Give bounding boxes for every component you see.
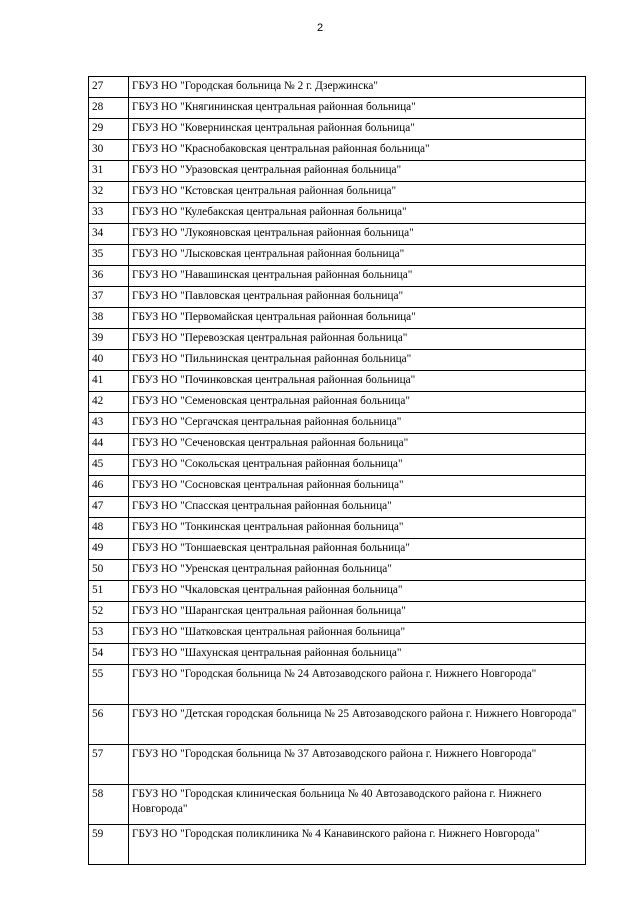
hospital-name: ГБУЗ НО "Городская поликлиника № 4 Канавинского района г. Нижнего Новгорода"	[129, 825, 586, 865]
hospital-name: ГБУЗ НО "Кулебакская центральная районная больница"	[129, 203, 586, 224]
page-number: 2	[316, 22, 324, 34]
table-row	[89, 350, 586, 371]
table-row	[89, 203, 586, 224]
table-row	[89, 77, 586, 98]
hospital-name: ГБУЗ НО "Тоншаевская центральная районная больница"	[129, 539, 586, 560]
table-row	[89, 560, 586, 581]
hospital-name: ГБУЗ НО "Семеновская центральная районная больница"	[129, 392, 586, 413]
row-number: 51	[89, 581, 129, 602]
hospital-name: ГБУЗ НО "Шахунская центральная районная больница"	[129, 644, 586, 665]
row-number: 39	[89, 329, 129, 350]
table-row	[89, 266, 586, 287]
table-row	[89, 287, 586, 308]
table-row	[89, 539, 586, 560]
row-number: 48	[89, 518, 129, 539]
hospital-name: ГБУЗ НО "Павловская центральная районная больница"	[129, 287, 586, 308]
row-number: 31	[89, 161, 129, 182]
hospital-name: ГБУЗ НО "Ковернинская центральная районная больница"	[129, 119, 586, 140]
hospital-name: ГБУЗ НО "Сеченовская центральная районная больница"	[129, 434, 586, 455]
row-number: 43	[89, 413, 129, 434]
table-row	[89, 518, 586, 539]
table-row	[89, 371, 586, 392]
table-row	[89, 392, 586, 413]
table-row	[89, 705, 586, 745]
hospital-name: ГБУЗ НО "Городская больница № 37 Автозаводского района г. Нижнего Новгорода"	[129, 745, 586, 785]
row-number: 57	[89, 745, 129, 785]
table-row	[89, 785, 586, 825]
hospital-name: ГБУЗ НО "Сергачская центральная районная больница"	[129, 413, 586, 434]
row-number: 50	[89, 560, 129, 581]
row-number: 35	[89, 245, 129, 266]
row-number: 56	[89, 705, 129, 745]
row-number: 32	[89, 182, 129, 203]
row-number: 47	[89, 497, 129, 518]
table-row	[89, 455, 586, 476]
table-row	[89, 119, 586, 140]
row-number: 33	[89, 203, 129, 224]
row-number: 46	[89, 476, 129, 497]
table-row	[89, 644, 586, 665]
row-number: 27	[89, 77, 129, 98]
hospital-name: ГБУЗ НО "Шатковская центральная районная больница"	[129, 623, 586, 644]
table-row	[89, 413, 586, 434]
hospital-name: ГБУЗ НО "Городская больница № 2 г. Дзержинска"	[129, 77, 586, 98]
hospital-name: ГБУЗ НО "Навашинская центральная районная больница"	[129, 266, 586, 287]
table-row	[89, 245, 586, 266]
table-row	[89, 329, 586, 350]
table-row	[89, 581, 586, 602]
table-row	[89, 140, 586, 161]
row-number: 53	[89, 623, 129, 644]
row-number: 49	[89, 539, 129, 560]
hospital-table-body	[89, 77, 586, 865]
hospital-name: ГБУЗ НО "Сосновская центральная районная больница"	[129, 476, 586, 497]
hospital-name: ГБУЗ НО "Починковская центральная районная больница"	[129, 371, 586, 392]
table-row	[89, 497, 586, 518]
hospital-name: ГБУЗ НО "Тонкинская центральная районная больница"	[129, 518, 586, 539]
hospital-name: ГБУЗ НО "Уразовская центральная районная больница"	[129, 161, 586, 182]
hospital-name: ГБУЗ НО "Лысковская центральная районная больница"	[129, 245, 586, 266]
row-number: 40	[89, 350, 129, 371]
row-number: 30	[89, 140, 129, 161]
hospital-name: ГБУЗ НО "Чкаловская центральная районная больница"	[129, 581, 586, 602]
row-number: 59	[89, 825, 129, 865]
table-row	[89, 602, 586, 623]
row-number: 58	[89, 785, 129, 825]
row-number: 29	[89, 119, 129, 140]
table-row	[89, 308, 586, 329]
hospital-name: ГБУЗ НО "Уренская центральная районная больница"	[129, 560, 586, 581]
hospital-name: ГБУЗ НО "Городская больница № 24 Автозаводского района г. Нижнего Новгорода"	[129, 665, 586, 705]
hospital-name: ГБУЗ НО "Кстовская центральная районная больница"	[129, 182, 586, 203]
row-number: 54	[89, 644, 129, 665]
table-row	[89, 161, 586, 182]
hospital-table	[88, 76, 586, 865]
hospital-name: ГБУЗ НО "Княгининская центральная районная больница"	[129, 98, 586, 119]
row-number: 28	[89, 98, 129, 119]
hospital-name: ГБУЗ НО "Первомайская центральная районная больница"	[129, 308, 586, 329]
hospital-name: ГБУЗ НО "Краснобаковская центральная районная больница"	[129, 140, 586, 161]
row-number: 44	[89, 434, 129, 455]
table-row	[89, 434, 586, 455]
row-number: 38	[89, 308, 129, 329]
row-number: 52	[89, 602, 129, 623]
table-row	[89, 745, 586, 785]
hospital-name: ГБУЗ НО "Сокольская центральная районная больница"	[129, 455, 586, 476]
hospital-name: ГБУЗ НО "Спасская центральная районная больница"	[129, 497, 586, 518]
hospital-name: ГБУЗ НО "Пильнинская центральная районная больница"	[129, 350, 586, 371]
hospital-name: ГБУЗ НО "Детская городская больница № 25 Автозаводского района г. Нижнего Новгорода"	[129, 705, 586, 745]
table-row	[89, 623, 586, 644]
table-row	[89, 182, 586, 203]
table-row	[89, 476, 586, 497]
row-number: 45	[89, 455, 129, 476]
table-row	[89, 98, 586, 119]
hospital-name: ГБУЗ НО "Лукояновская центральная районная больница"	[129, 224, 586, 245]
table-row	[89, 665, 586, 705]
hospital-name: ГБУЗ НО "Шарангская центральная районная больница"	[129, 602, 586, 623]
row-number: 55	[89, 665, 129, 705]
row-number: 37	[89, 287, 129, 308]
row-number: 42	[89, 392, 129, 413]
hospital-name: ГБУЗ НО "Перевозская центральная районная больница"	[129, 329, 586, 350]
row-number: 36	[89, 266, 129, 287]
row-number: 41	[89, 371, 129, 392]
hospital-name: ГБУЗ НО "Городская клиническая больница № 40 Автозаводского района г. Нижнего Новгорода"	[129, 785, 586, 825]
row-number: 34	[89, 224, 129, 245]
table-row	[89, 825, 586, 865]
table-row	[89, 224, 586, 245]
